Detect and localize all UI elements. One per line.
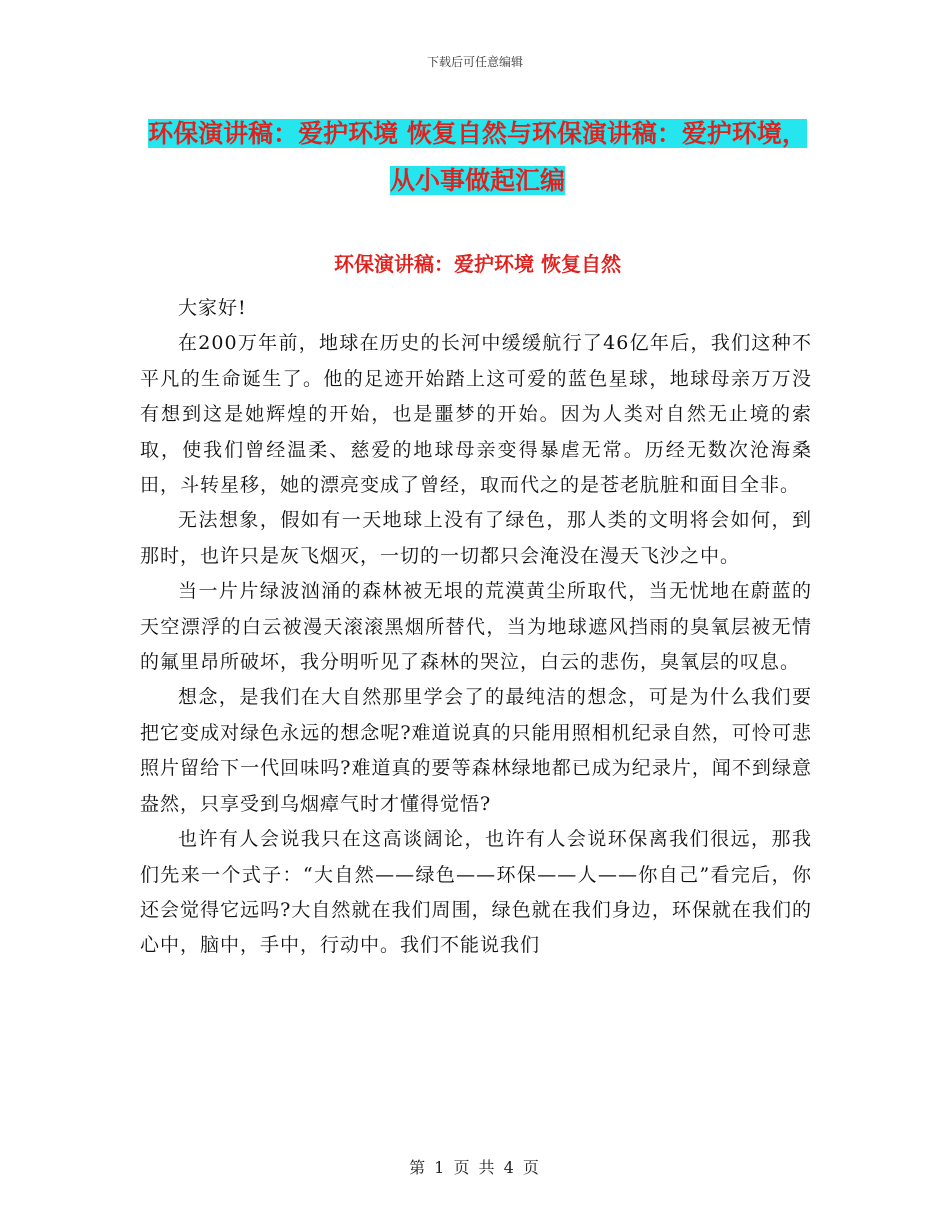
document-body xyxy=(140,291,812,964)
document-title-text: 环保演讲稿：爱护环境 恢复自然与环保演讲稿：爱护环境，从小事做起汇编 xyxy=(148,119,807,195)
paragraph: 当一片片绿波汹涌的森林被无垠的荒漠黄尘所取代，当无忧地在蔚蓝的天空漂浮的白云被漫天滚滚黑烟所替代，当为地球遮风挡雨的臭氧层被无情的氟里昂所破坏，我分明听见了森林的哭泣，白云的悲伤，臭氧层的叹息。 xyxy=(140,580,812,674)
paragraph: 想念，是我们在大自然那里学会了的最纯洁的想念，可是为什么我们要把它变成对绿色永远的想念呢?难道说真的只能用照相机纪录自然，可怜可悲照片留给下一代回味吗?难道真的要等森林绿地都已成为纪录片，闻不到绿意盎然，只享受到乌烟瘴气时才懂得觉悟? xyxy=(140,686,812,815)
paragraph: 大家好! xyxy=(178,297,247,319)
page-footer: 第 1 页 共 4 页 xyxy=(409,1158,541,1177)
page-header: 下载后可任意编辑 xyxy=(426,55,523,69)
paragraph: 也许有人会说我只在这高谈阔论，也许有人会说环保离我们很远，那我们先来一个式子：“大自然——绿色——环保——人——你自己”看完后，你还会觉得它远吗?大自然就在我们周围，绿色就在我们身边，环保就在我们的心中，脑中，手中，行动中。我们不能说我们 xyxy=(140,828,812,957)
section-title: 环保演讲稿：爱护环境 恢复自然 xyxy=(334,252,621,276)
paragraph: 在200万年前，地球在历史的长河中缓缓航行了46亿年后，我们这种不平凡的生命诞生了。他的足迹开始踏上这可爱的蓝色星球，地球母亲万万没有想到这是她辉煌的开始，也是噩梦的开始。因为人类对自然无止境的索取，使我们曾经温柔、慈爱的地球母亲变得暴虐无常。历经无数次沧海桑田，斗转星移，她的漂亮变成了曾经，取而代之的是苍老肮脏和面目全非。 xyxy=(140,332,812,497)
document-title xyxy=(140,110,815,204)
paragraph: 无法想象，假如有一天地球上没有了绿色，那人类的文明将会如何，到那时，也许只是灰飞烟灭，一切的一切都只会淹没在漫天飞沙之中。 xyxy=(140,509,812,567)
